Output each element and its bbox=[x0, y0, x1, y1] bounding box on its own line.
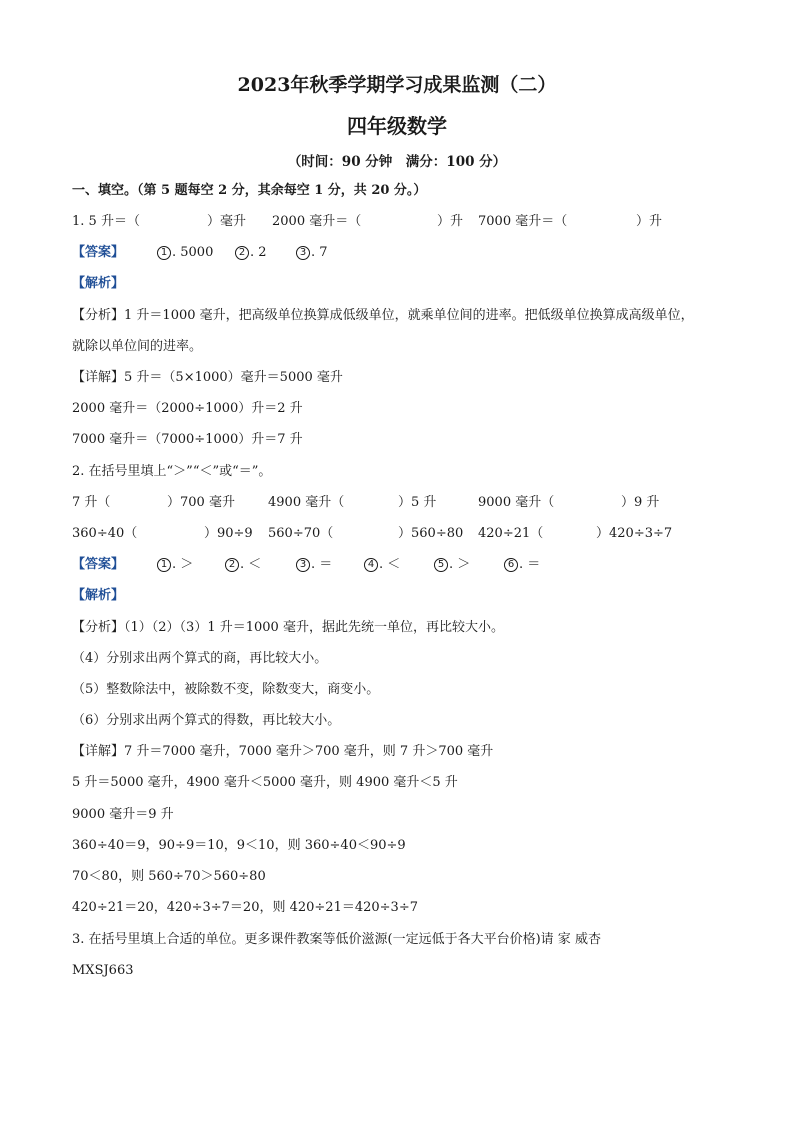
question-1 bbox=[72, 213, 712, 231]
q1-xiangjie: 【详解】5 升＝（5×1000）毫升＝5000 毫升 bbox=[72, 370, 343, 385]
exam-subtitle: 四年级数学 bbox=[347, 114, 447, 138]
q1-xiangjie-line: 7000 毫升＝（7000÷1000）升＝7 升 bbox=[72, 432, 303, 447]
q1-fenxi-cont: 就除以单位间的进率。 bbox=[72, 339, 203, 354]
q2-fenxi: 【分析】（1）（2）（3）1 升＝1000 毫升，据此先统一单位，再比较大小。 bbox=[72, 620, 504, 635]
analysis-label: 【解析】 bbox=[72, 276, 125, 291]
answer-item: 5 . ＞ bbox=[434, 556, 470, 574]
q2-part: ）9 升 bbox=[621, 495, 660, 510]
q1-part: ）升 bbox=[636, 214, 663, 229]
q2-part: ）700 毫升 bbox=[167, 495, 235, 510]
q2-xiangjie-line: 360÷40＝9，90÷9＝10，9＜10，则 360÷40＜90÷9 bbox=[72, 838, 406, 853]
q2-part: ）420÷3÷7 bbox=[596, 526, 673, 541]
answer-item: 3 . ＝ bbox=[296, 556, 332, 574]
q1-xiangjie-line: 2000 毫升＝（2000÷1000）升＝2 升 bbox=[72, 401, 303, 416]
answer-item: 2 . 2 bbox=[235, 244, 267, 262]
q2-part: 9000 毫升（ bbox=[478, 495, 555, 510]
q2-part: 420÷21（ bbox=[478, 526, 544, 541]
question-2-stem: 2. 在括号里填上“＞”“＜”或“＝”。 bbox=[72, 464, 272, 479]
q1-part: ）升 bbox=[437, 214, 464, 229]
fenxi-label: 【分析】 bbox=[72, 308, 125, 323]
answer-item: 3 . 7 bbox=[296, 244, 328, 262]
q2-part: ）90÷9 bbox=[204, 526, 253, 541]
xiangjie-label: 【详解】 bbox=[72, 370, 125, 385]
q2-fenxi-line: （6）分别求出两个算式的得数，再比较大小。 bbox=[72, 713, 341, 728]
q1-answer-row bbox=[72, 244, 372, 262]
q2-xiangjie-line: 70＜80，则 560÷70＞560÷80 bbox=[72, 869, 266, 884]
question-3-stem: 3. 在括号里填上合适的单位。更多课件教案等低价滋源(一定远低于各大平台价格)请 家 威杏 bbox=[72, 932, 601, 947]
q2-xiangjie-line: 9000 毫升＝9 升 bbox=[72, 807, 174, 822]
exam-title: 2023年秋季学期学习成果监测（二） bbox=[237, 74, 557, 96]
q2-part: ）560÷80 bbox=[398, 526, 464, 541]
fenxi-label: 【分析】 bbox=[72, 620, 125, 635]
q2-xiangjie-line: 5 升＝5000 毫升，4900 毫升＜5000 毫升，则 4900 毫升＜5 升 bbox=[72, 775, 458, 790]
answer-label: 【答案】 bbox=[72, 557, 125, 572]
answer-item: 1 . 5000 bbox=[157, 244, 213, 262]
q2-row-2 bbox=[72, 525, 682, 543]
answer-item: 6 . ＝ bbox=[504, 556, 540, 574]
q2-part: 560÷70（ bbox=[268, 526, 334, 541]
exam-info: （时间：90 分钟 满分：100 分） bbox=[287, 154, 507, 170]
answer-item: 1 . ＞ bbox=[157, 556, 193, 574]
section-heading: 一、填空。（第 5 题每空 2 分，其余每空 1 分，共 20 分。） bbox=[72, 183, 427, 198]
answer-item: 4 . ＜ bbox=[364, 556, 400, 574]
q2-fenxi-line: （5）整数除法中，被除数不变，除数变大，商变小。 bbox=[72, 682, 380, 697]
q2-answer-row bbox=[72, 556, 572, 574]
q2-part: 360÷40（ bbox=[72, 526, 138, 541]
q2-fenxi-line: （4）分别求出两个算式的商，再比较大小。 bbox=[72, 651, 328, 666]
footer-code: MXSJ663 bbox=[72, 963, 134, 978]
answer-label: 【答案】 bbox=[72, 245, 125, 260]
q1-part: 7000 毫升＝（ bbox=[478, 214, 568, 229]
q1-part: ）毫升 bbox=[207, 214, 247, 229]
q2-xiangjie: 【详解】7 升＝7000 毫升，7000 毫升＞700 毫升，则 7 升＞700 毫升 bbox=[72, 744, 494, 759]
analysis-label: 【解析】 bbox=[72, 588, 125, 603]
answer-item: 2 . ＜ bbox=[225, 556, 261, 574]
q2-part: 7 升（ bbox=[72, 495, 111, 510]
q2-xiangjie-line: 420÷21＝20，420÷3÷7＝20，则 420÷21＝420÷3÷7 bbox=[72, 900, 418, 915]
q2-row-1 bbox=[72, 494, 672, 512]
xiangjie-label: 【详解】 bbox=[72, 744, 125, 759]
q2-part: 4900 毫升（ bbox=[268, 495, 345, 510]
q2-part: ）5 升 bbox=[398, 495, 437, 510]
q1-fenxi bbox=[72, 307, 694, 325]
q1-part: 1. 5 升＝（ bbox=[72, 214, 140, 229]
q1-part: 2000 毫升＝（ bbox=[272, 214, 362, 229]
fenxi-text: 1 升＝1000 毫升，把高级单位换算成低级单位，就乘单位间的进率。把低级单位换算成高级单位， bbox=[124, 308, 694, 323]
